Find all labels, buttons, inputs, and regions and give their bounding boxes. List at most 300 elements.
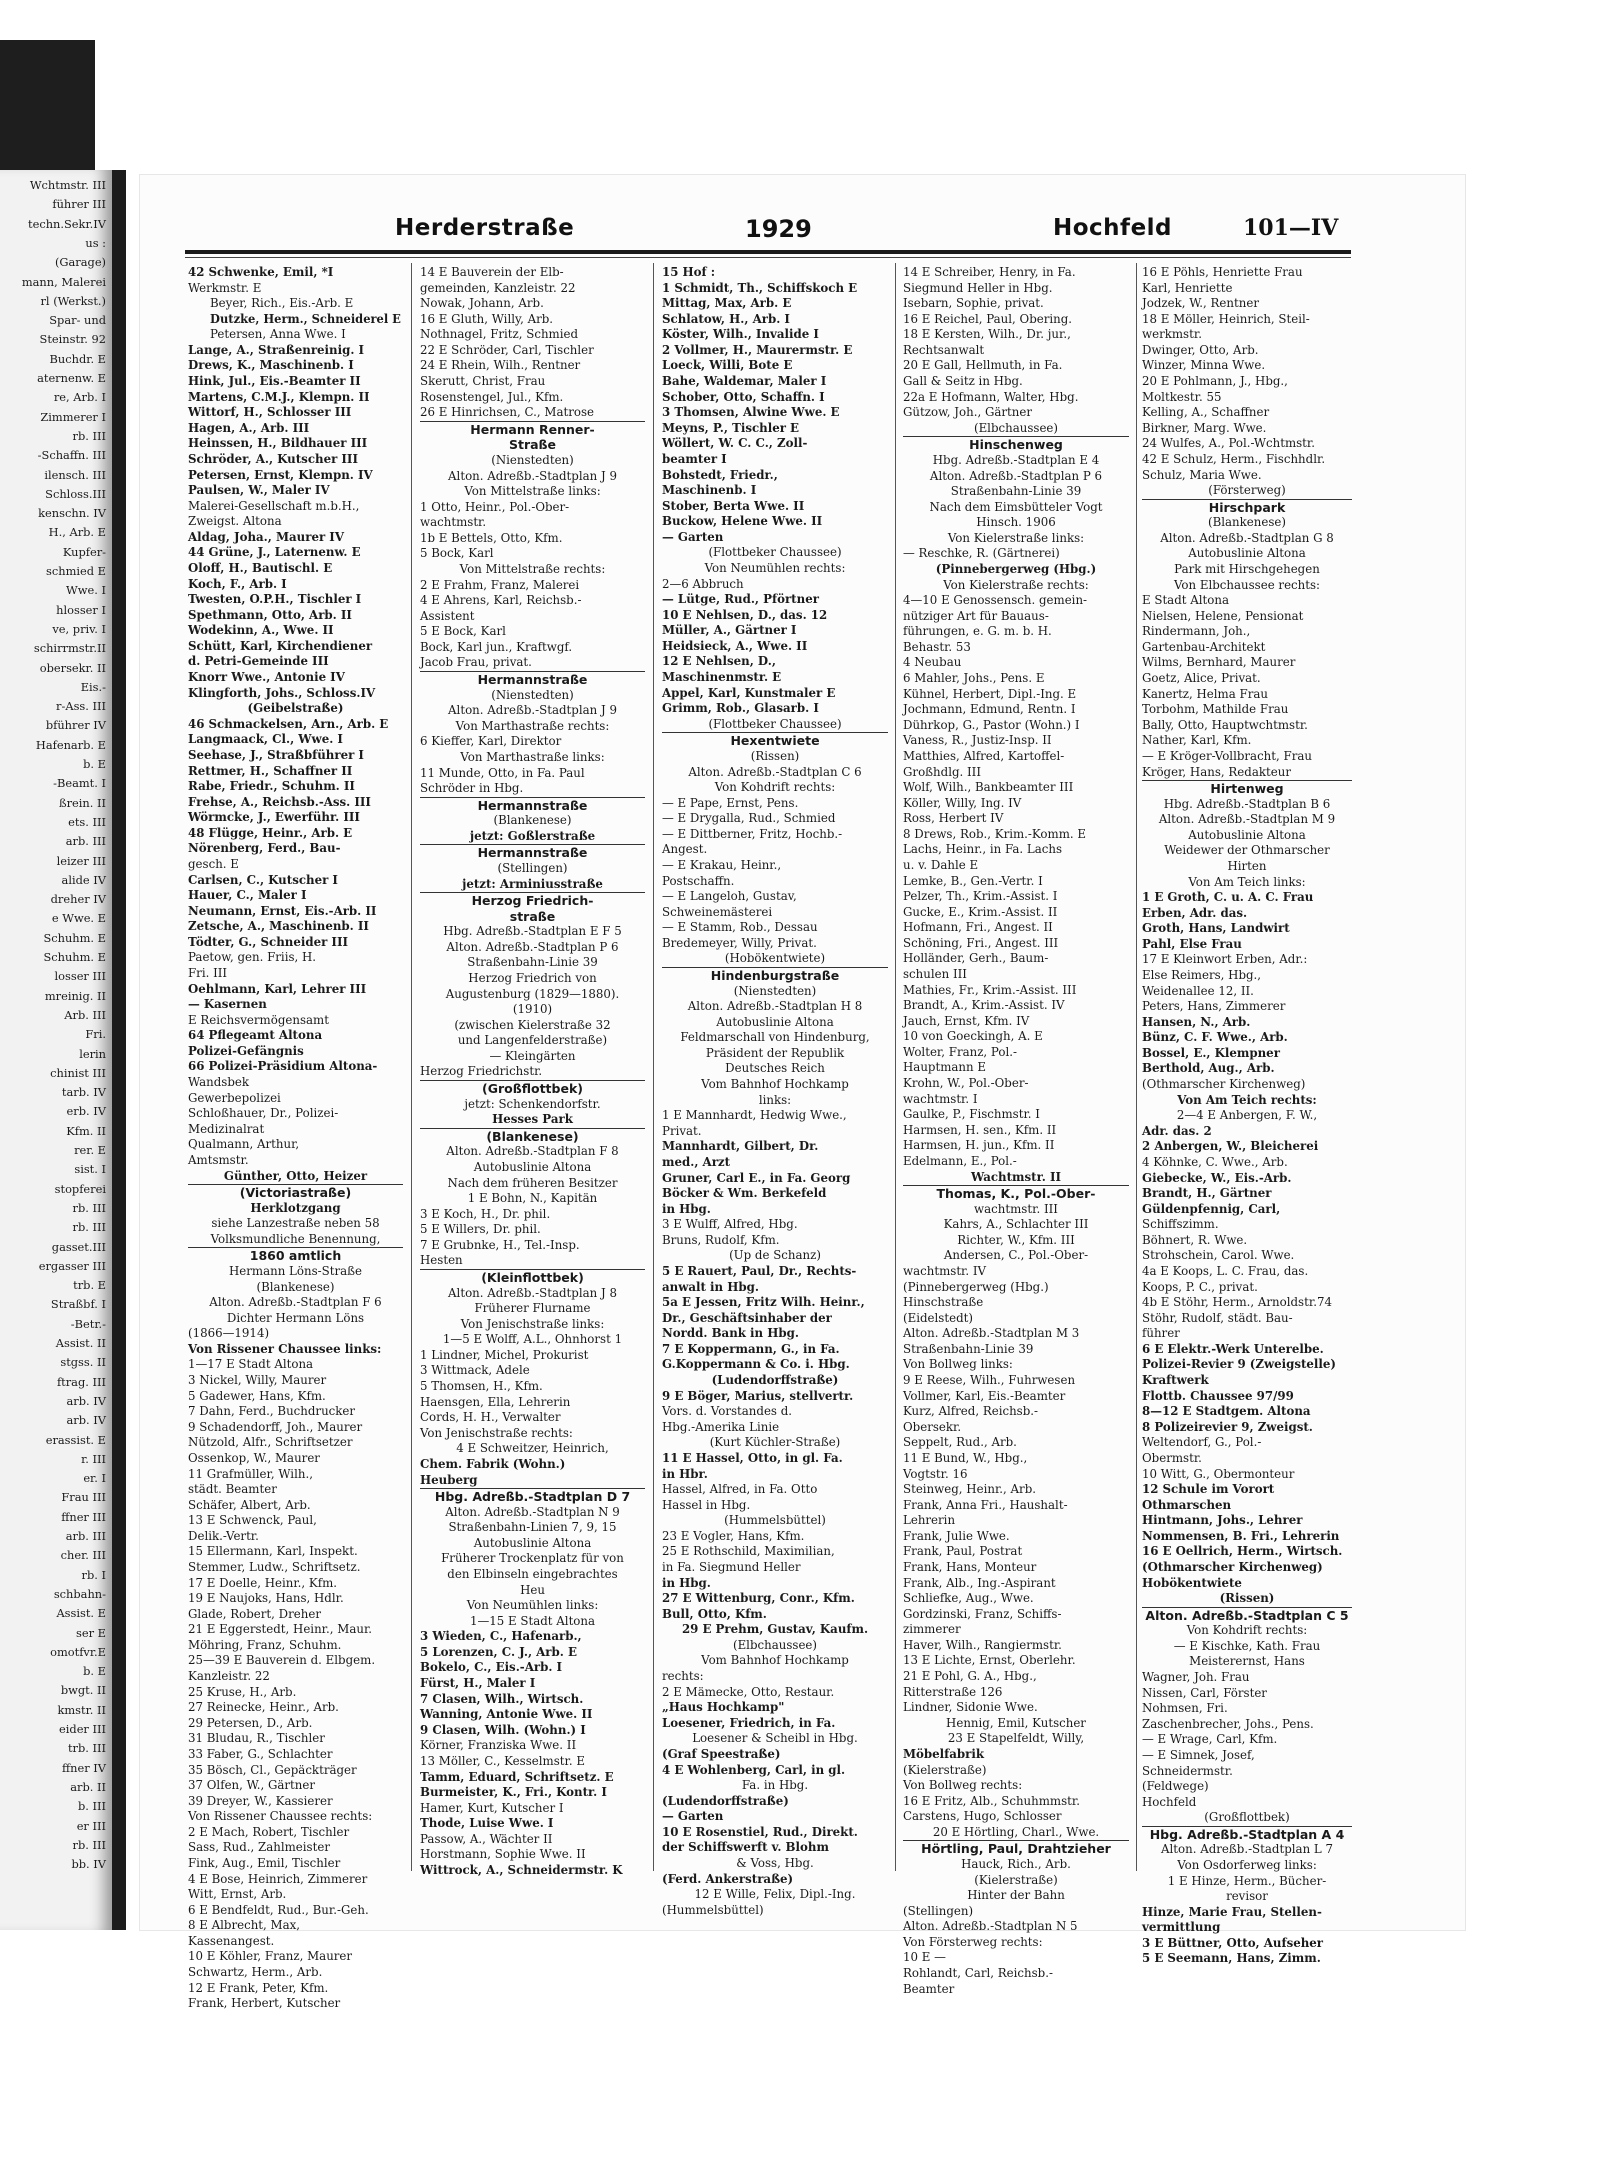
directory-entry bbox=[420, 1457, 645, 1473]
entry-text: Hauck, Rich., Arb. bbox=[961, 1856, 1071, 1871]
directory-entry bbox=[420, 624, 645, 640]
directory-entry bbox=[188, 514, 403, 530]
directory-entry bbox=[188, 686, 403, 702]
street-heading-text: (Kleinflottbek) bbox=[481, 1270, 584, 1285]
entry-text: Gartenbau-Architekt bbox=[1142, 639, 1266, 654]
directory-entry bbox=[903, 1669, 1129, 1685]
directory-entry bbox=[903, 1404, 1129, 1420]
directory-entry bbox=[188, 1216, 403, 1232]
entry-text: wachtmstr. bbox=[420, 515, 487, 530]
entry-text: 10 von Goeckingh, A. E bbox=[903, 1029, 1043, 1044]
directory-entry bbox=[903, 281, 1129, 297]
header-year: 1929 bbox=[745, 215, 812, 243]
entry-text: 5 E Bock, Karl bbox=[420, 624, 506, 639]
entry-text: Hassel, Alfred, in Fa. Otto bbox=[662, 1482, 818, 1497]
entry-text: 23 E Stapelfeldt, Willy, bbox=[947, 1731, 1085, 1746]
entry-text: 26 E Hinrichsen, C., Matrose bbox=[420, 405, 595, 420]
entry-text: — Kleingärten bbox=[489, 1048, 576, 1063]
directory-entry bbox=[1142, 1951, 1352, 1967]
entry-text: Stober, Berta Wwe. II bbox=[662, 498, 805, 513]
directory-entry bbox=[662, 1467, 888, 1483]
left-page-fragment: Schuhm. E bbox=[43, 930, 106, 945]
entry-text: Assistent bbox=[420, 608, 475, 623]
directory-entry bbox=[188, 1498, 403, 1514]
entry-text: Von Kohdrift rechts: bbox=[714, 780, 836, 795]
left-page-fragment: Kupfer- bbox=[62, 544, 106, 559]
directory-entry bbox=[662, 1747, 888, 1763]
directory-entry bbox=[188, 1451, 403, 1467]
entry-text: Güldenpfennig, Carl, bbox=[1142, 1201, 1281, 1216]
directory-entry bbox=[188, 1059, 403, 1075]
directory-entry bbox=[1142, 1701, 1352, 1717]
directory-entry bbox=[1142, 1248, 1352, 1264]
street-heading bbox=[903, 1185, 1129, 1202]
entry-text: Aldag, Joha., Maurer IV bbox=[188, 529, 344, 544]
directory-entry bbox=[903, 1513, 1129, 1529]
directory-entry bbox=[420, 469, 645, 485]
entry-text: Pelzer, Th., Krim.-Assist. I bbox=[903, 889, 1058, 904]
entry-text: 24 E Rhein, Wilh., Rentner bbox=[420, 358, 581, 373]
entry-text: 1—15 E Stadt Altona bbox=[469, 1613, 596, 1628]
directory-entry bbox=[420, 1785, 645, 1801]
directory-entry bbox=[420, 1441, 645, 1457]
column-3 bbox=[662, 265, 888, 1917]
entry-text: Edelmann, E., Pol.- bbox=[903, 1153, 1017, 1168]
directory-entry bbox=[1142, 1654, 1352, 1670]
entry-text: wachtmstr. I bbox=[903, 1091, 978, 1106]
entry-text: Schloßhauer, Dr., Polizei- bbox=[188, 1106, 339, 1121]
directory-entry bbox=[1142, 1576, 1352, 1592]
left-page-fragment: ser E bbox=[76, 1625, 106, 1640]
entry-text: 1 E Groth, C. u. A. C. Frau bbox=[1142, 890, 1314, 905]
entry-text: Nommensen, B. Fri., Lehrerin bbox=[1142, 1528, 1340, 1543]
directory-entry bbox=[903, 1904, 1129, 1920]
entry-text: 4 E Bose, Heinrich, Zimmerer bbox=[188, 1871, 368, 1886]
directory-entry bbox=[420, 1286, 645, 1302]
entry-text: 27 Reinecke, Heinr., Arb. bbox=[188, 1700, 339, 1715]
entry-text: Cords, H. H., Verwalter bbox=[420, 1410, 561, 1425]
entry-text: Heuberg bbox=[420, 1472, 478, 1487]
entry-text: 18 E Kersten, Wilh., Dr. jur., bbox=[903, 327, 1071, 342]
directory-entry bbox=[1142, 640, 1352, 656]
entry-text: Jacob Frau, privat. bbox=[420, 655, 532, 670]
directory-entry bbox=[1142, 578, 1352, 594]
entry-text: 7 Clasen, Wilh., Wirtsch. bbox=[420, 1691, 584, 1706]
directory-entry bbox=[420, 1723, 645, 1739]
directory-entry bbox=[662, 1389, 888, 1405]
entry-text: Twesten, O.P.H., Tischler I bbox=[188, 592, 362, 607]
entry-text: Vollmer, Karl, Eis.-Beamter bbox=[903, 1388, 1066, 1403]
directory-entry bbox=[903, 1451, 1129, 1467]
column-divider bbox=[411, 263, 412, 1871]
left-page-fragment: Schuhm. E bbox=[43, 950, 106, 964]
directory-entry bbox=[662, 1825, 888, 1841]
entry-text: 5 Gadewer, Hans, Kfm. bbox=[188, 1388, 326, 1403]
directory-entry bbox=[1142, 281, 1352, 297]
directory-entry bbox=[1142, 483, 1352, 499]
entry-text: Qualmann, Arthur, bbox=[188, 1137, 300, 1152]
entry-text: 22 E Schröder, Carl, Tischler bbox=[420, 342, 594, 357]
directory-entry bbox=[1142, 1858, 1352, 1874]
left-page-fragment: -Schaffn. III bbox=[37, 448, 106, 463]
directory-entry bbox=[1142, 1591, 1352, 1607]
entry-text: Passow, A., Wächter II bbox=[420, 1831, 553, 1846]
entry-text: Lemke, B., Gen.-Vertr. I bbox=[903, 873, 1043, 888]
directory-entry bbox=[903, 1982, 1129, 1998]
entry-text: Früherer Flurname bbox=[474, 1301, 591, 1316]
directory-entry bbox=[903, 1420, 1129, 1436]
entry-text: beamter I bbox=[662, 451, 727, 466]
directory-entry bbox=[188, 904, 403, 920]
entry-text: Hauptmann E bbox=[903, 1060, 986, 1075]
directory-entry bbox=[420, 766, 645, 782]
directory-entry bbox=[1142, 1108, 1352, 1124]
entry-text: Nielsen, Helene, Pensionat bbox=[1142, 608, 1304, 623]
directory-entry bbox=[188, 654, 403, 670]
entry-text: Alton. Adreßb.-Stadtplan F 8 bbox=[446, 1144, 619, 1159]
entry-text: führungen, e. G. m. b. H. bbox=[903, 624, 1052, 639]
entry-text: (Großflottbek) bbox=[1204, 1810, 1290, 1825]
entry-text: 5 Bock, Karl bbox=[420, 546, 494, 561]
directory-entry bbox=[903, 515, 1129, 531]
directory-entry bbox=[662, 1840, 888, 1856]
directory-entry bbox=[188, 1264, 403, 1280]
entry-text: Großhdlg. III bbox=[903, 764, 981, 779]
directory-entry bbox=[188, 343, 403, 359]
entry-text: Wolf, Wilh., Bankbeamter III bbox=[903, 780, 1074, 795]
column-4 bbox=[903, 265, 1129, 1996]
entry-text: siehe Lanzestraße neben 58 bbox=[211, 1216, 380, 1231]
entry-text: Volksmundliche Benennung, bbox=[210, 1231, 381, 1246]
entry-text: Horstmann, Sophie Wwe. II bbox=[420, 1847, 586, 1862]
entry-text: links: bbox=[758, 1092, 792, 1107]
entry-text: Bally, Otto, Hauptwchtmstr. bbox=[1142, 717, 1308, 732]
directory-entry bbox=[662, 514, 888, 530]
directory-entry bbox=[1142, 1920, 1352, 1936]
directory-entry bbox=[1142, 327, 1352, 343]
directory-entry bbox=[1142, 1905, 1352, 1921]
entry-text: (Eidelstedt) bbox=[903, 1310, 973, 1325]
entry-text: — E Dittberner, Fritz, Hochb.- bbox=[662, 826, 843, 841]
left-page-fragment: alide IV bbox=[61, 872, 106, 887]
directory-entry bbox=[188, 1482, 403, 1498]
entry-text: revisor bbox=[1226, 1889, 1268, 1904]
entry-text: (Kielerstraße) bbox=[974, 1872, 1058, 1887]
directory-entry bbox=[420, 358, 645, 374]
directory-entry bbox=[420, 1176, 645, 1192]
entry-text: 9 Schadendorff, Joh., Maurer bbox=[188, 1419, 363, 1434]
entry-text: Neumann, Ernst, Eis.-Arb. II bbox=[188, 903, 377, 918]
entry-text: Von Bollweg rechts: bbox=[903, 1778, 1023, 1793]
directory-entry bbox=[903, 983, 1129, 999]
entry-text: Herzog Friedrich von bbox=[468, 971, 597, 986]
directory-entry bbox=[662, 1435, 888, 1451]
entry-text: Alton. Adreßb.-Stadtplan F 6 bbox=[209, 1295, 382, 1310]
entry-text: — Reschke, R. (Gärtnerei) bbox=[903, 546, 1060, 561]
directory-entry bbox=[662, 436, 888, 452]
street-heading bbox=[1142, 499, 1352, 516]
left-page-fragment: Wchtmstr. III bbox=[29, 178, 106, 192]
entry-text: Winzer, Minna Wwe. bbox=[1142, 358, 1266, 373]
left-page-fragment: mann, Malerei bbox=[21, 274, 106, 289]
entry-text: Bruns, Rudolf, Kfm. bbox=[662, 1232, 780, 1247]
directory-entry bbox=[662, 1280, 888, 1296]
directory-entry bbox=[1142, 1623, 1352, 1639]
entry-text: Schütt, Karl, Kirchendiener bbox=[188, 638, 373, 653]
directory-entry bbox=[420, 1144, 645, 1160]
directory-entry bbox=[903, 827, 1129, 843]
directory-entry bbox=[188, 1044, 403, 1060]
directory-entry bbox=[903, 874, 1129, 890]
entry-text: 37 Olfen, W., Gärtner bbox=[188, 1778, 316, 1793]
entry-text: 10 E — bbox=[903, 1950, 946, 1965]
entry-text: Deutsches Reich bbox=[725, 1061, 825, 1076]
entry-text: Von Rissener Chaussee links: bbox=[188, 1341, 382, 1356]
directory-entry bbox=[903, 1529, 1129, 1545]
left-page-fragment: hlosser I bbox=[56, 602, 106, 617]
directory-entry bbox=[903, 967, 1129, 983]
directory-entry bbox=[188, 1280, 403, 1296]
directory-entry bbox=[1142, 890, 1352, 906]
entry-text: 21 E Pohl, G. A., Hbg., bbox=[903, 1669, 1037, 1684]
directory-entry bbox=[662, 561, 888, 577]
entry-text: Hauer, C., Maler I bbox=[188, 888, 307, 903]
directory-entry bbox=[662, 483, 888, 499]
directory-entry bbox=[188, 1872, 403, 1888]
left-page-fragment: ergasser III bbox=[38, 1258, 106, 1273]
left-page-fragment: Frau III bbox=[61, 1490, 106, 1505]
left-page-edge bbox=[0, 170, 126, 1930]
entry-text: Koops, P. C., privat. bbox=[1142, 1279, 1258, 1294]
entry-text: 12 E Frank, Peter, Kfm. bbox=[188, 1980, 329, 1995]
entry-text: Von Am Teich rechts: bbox=[1177, 1092, 1317, 1107]
entry-text: Von Kielerstraße links: bbox=[947, 530, 1085, 545]
entry-text: Von Försterweg rechts: bbox=[903, 1934, 1043, 1949]
entry-text: 4b E Stöhr, Herm., Arnoldstr.74 bbox=[1142, 1295, 1332, 1310]
directory-entry bbox=[903, 1107, 1129, 1123]
left-page-fragment: r. III bbox=[81, 1451, 106, 1466]
column-divider bbox=[1136, 263, 1137, 1871]
entry-text: Gützow, Joh., Gärtner bbox=[903, 405, 1033, 420]
directory-entry bbox=[662, 1326, 888, 1342]
directory-entry bbox=[903, 1311, 1129, 1327]
entry-text: 17 E Doelle, Heinr., Kfm. bbox=[188, 1575, 338, 1590]
directory-entry bbox=[420, 1520, 645, 1536]
entry-text: Wittrock, A., Schneidermstr. K bbox=[420, 1862, 623, 1877]
entry-text: 13 E Lichte, Ernst, Oberlehr. bbox=[903, 1653, 1076, 1668]
entry-text: Langmaack, Cl., Wwe. I bbox=[188, 732, 343, 747]
entry-text: Von Jenischstraße rechts: bbox=[420, 1425, 573, 1440]
entry-text: 13 E Schwenck, Paul, bbox=[188, 1513, 317, 1528]
entry-text: Kraftwerk bbox=[1142, 1373, 1209, 1388]
left-page-fragment: obersekr. II bbox=[39, 660, 106, 675]
directory-entry bbox=[903, 1747, 1129, 1763]
left-page-fragment: ets. III bbox=[68, 814, 106, 829]
directory-entry bbox=[420, 281, 645, 297]
left-page-fragment: kenschn. IV bbox=[38, 506, 106, 521]
directory-entry bbox=[903, 1357, 1129, 1373]
directory-entry bbox=[420, 1160, 645, 1176]
left-page-fragment: Straßbf. I bbox=[50, 1297, 106, 1312]
entry-text: 8 E Albrecht, Max, bbox=[188, 1918, 301, 1933]
directory-entry bbox=[188, 670, 403, 686]
left-page-fragment: sist. I bbox=[74, 1162, 106, 1177]
entry-text: 3 Wittmack, Adele bbox=[420, 1363, 530, 1378]
entry-text: Alton. Adreßb.-Stadtplan C 6 bbox=[688, 764, 862, 779]
street-heading bbox=[420, 437, 645, 453]
directory-entry bbox=[420, 940, 645, 956]
directory-entry bbox=[903, 1045, 1129, 1061]
entry-text: Hbg. Adreßb.-Stadtplan E 4 bbox=[932, 452, 1100, 467]
street-heading bbox=[1142, 1607, 1352, 1624]
entry-text: Hermann Löns-Straße bbox=[228, 1264, 362, 1278]
directory-entry bbox=[903, 609, 1129, 625]
left-page-fragment: arb. IV bbox=[66, 1393, 106, 1408]
entry-text: Nach dem früheren Besitzer bbox=[447, 1175, 618, 1190]
entry-text: Appel, Karl, Kunstmaler E bbox=[662, 685, 836, 700]
entry-text: (Blankenese) bbox=[493, 813, 572, 828]
directory-entry bbox=[903, 1170, 1129, 1186]
entry-text: Nather, Karl, Kfm. bbox=[1142, 733, 1252, 748]
entry-text: Schiffszimm. bbox=[1142, 1217, 1219, 1232]
street-heading bbox=[188, 1184, 403, 1201]
directory-entry bbox=[188, 779, 403, 795]
street-heading-text: Hinschenweg bbox=[969, 437, 1063, 453]
directory-entry bbox=[903, 1685, 1129, 1701]
directory-entry bbox=[662, 343, 888, 359]
entry-text: Von Mittelstraße links: bbox=[464, 484, 601, 499]
directory-entry bbox=[662, 1404, 888, 1420]
directory-entry bbox=[903, 1264, 1129, 1280]
directory-entry bbox=[188, 1420, 403, 1436]
directory-entry bbox=[420, 1379, 645, 1395]
directory-entry bbox=[1142, 1874, 1352, 1890]
entry-text: Heidsieck, A., Wwe. II bbox=[662, 638, 808, 653]
entry-text: 11 E Hassel, Otto, in gl. Fa. bbox=[662, 1450, 843, 1465]
directory-entry bbox=[662, 1731, 888, 1747]
directory-entry bbox=[188, 795, 403, 811]
entry-text: Moltkestr. 55 bbox=[1142, 389, 1222, 404]
entry-text: Dr., Geschäftsinhaber der bbox=[662, 1310, 832, 1325]
entry-text: Kanzleistr. 22 bbox=[188, 1669, 270, 1684]
directory-entry bbox=[420, 813, 645, 829]
directory-entry bbox=[188, 1669, 403, 1685]
directory-entry bbox=[1142, 452, 1352, 468]
left-page-fragment: rb. III bbox=[72, 428, 106, 443]
directory-entry bbox=[903, 1233, 1129, 1249]
entry-text: Pahl, Else Frau bbox=[1142, 936, 1242, 951]
directory-entry bbox=[903, 702, 1129, 718]
entry-text: Ossenkop, W., Maurer bbox=[188, 1450, 320, 1465]
street-heading-text: straße bbox=[509, 908, 556, 924]
entry-text: Hbg. Adreßb.-Stadtplan E F 5 bbox=[443, 924, 622, 939]
directory-entry bbox=[420, 750, 645, 766]
directory-entry bbox=[903, 765, 1129, 781]
left-page-fragment: kmstr. II bbox=[57, 1702, 106, 1717]
entry-text: werkmstr. bbox=[1142, 327, 1202, 342]
directory-entry bbox=[1142, 1544, 1352, 1560]
directory-entry bbox=[662, 1061, 888, 1077]
directory-entry bbox=[1142, 374, 1352, 390]
directory-entry bbox=[188, 950, 403, 966]
directory-entry bbox=[1142, 1498, 1352, 1514]
street-heading bbox=[420, 1269, 645, 1286]
directory-entry bbox=[903, 718, 1129, 734]
directory-entry bbox=[903, 811, 1129, 827]
directory-entry bbox=[420, 374, 645, 390]
directory-entry bbox=[1142, 1373, 1352, 1389]
entry-text: Schwartz, Herm., Arb. bbox=[188, 1965, 323, 1980]
directory-entry bbox=[188, 1778, 403, 1794]
directory-entry bbox=[188, 1840, 403, 1856]
directory-entry bbox=[420, 1473, 645, 1489]
entry-text: Drews, K., Maschinenb. I bbox=[188, 358, 354, 373]
entry-text: 3 E Koch, H., Dr. phil. bbox=[420, 1206, 551, 1221]
entry-text: 9 E Böger, Marius, stellvertr. bbox=[662, 1388, 854, 1403]
left-page-fragment: stgss. II bbox=[60, 1355, 106, 1370]
entry-text: (1866—1914) bbox=[188, 1326, 270, 1341]
street-heading-text: Hermann Renner- bbox=[470, 421, 595, 437]
directory-entry bbox=[188, 919, 403, 935]
street-heading bbox=[662, 732, 888, 749]
entry-text: (Stellingen) bbox=[497, 860, 568, 875]
directory-entry bbox=[903, 733, 1129, 749]
directory-entry bbox=[1142, 1124, 1352, 1140]
column-5 bbox=[1142, 265, 1352, 1966]
entry-text: 48 Flügge, Heinr., Arb. E bbox=[188, 825, 353, 840]
entry-text: med., Arzt bbox=[662, 1154, 731, 1169]
entry-text: 6 E Elektr.-Werk Unterelbe. bbox=[1142, 1341, 1324, 1356]
street-heading bbox=[1142, 781, 1352, 797]
entry-text: Hbg.-Amerika Linie bbox=[662, 1419, 780, 1434]
directory-entry bbox=[1142, 655, 1352, 671]
street-heading-text: Hexentwiete bbox=[730, 733, 820, 749]
left-page-fragment: (Garage) bbox=[54, 255, 106, 270]
directory-entry bbox=[1142, 1451, 1352, 1467]
entry-text: Thode, Luise Wwe. I bbox=[420, 1816, 554, 1831]
directory-entry bbox=[188, 468, 403, 484]
directory-entry bbox=[188, 1591, 403, 1607]
street-heading bbox=[903, 436, 1129, 453]
entry-text: Körner, Franziska Wwe. II bbox=[420, 1738, 577, 1753]
entry-text: (Nienstedten) bbox=[733, 983, 817, 998]
entry-text: 24 Wulfes, A., Pol.-Wchtmstr. bbox=[1142, 436, 1316, 451]
entry-text: Hbg. Adreßb.-Stadtplan B 6 bbox=[1163, 796, 1331, 811]
entry-text: Alton. Adreßb.-Stadtplan G 8 bbox=[1160, 530, 1334, 545]
entry-text: (Hummelsbüttel) bbox=[724, 1513, 826, 1528]
directory-entry bbox=[420, 327, 645, 343]
directory-entry bbox=[188, 1653, 403, 1669]
entry-text: Hansen, N., Arb. bbox=[1142, 1014, 1251, 1029]
directory-entry bbox=[662, 1669, 888, 1685]
entry-text: Weltendorf, G., Pol.- bbox=[1142, 1435, 1262, 1450]
entry-text: Nothnagel, Fritz, Schmied bbox=[420, 327, 579, 342]
entry-text: Skerutt, Christ, Frau bbox=[420, 374, 546, 389]
directory-entry bbox=[1142, 1264, 1352, 1280]
directory-entry bbox=[420, 924, 645, 940]
directory-entry bbox=[662, 811, 888, 827]
directory-entry bbox=[903, 749, 1129, 765]
entry-text: Alton. Adreßb.-Stadtplan P 6 bbox=[446, 939, 619, 954]
entry-text: jetzt: Arminiusstraße bbox=[462, 876, 603, 891]
entry-text: Chem. Fabrik (Wohn.) bbox=[420, 1456, 566, 1471]
directory-entry bbox=[420, 405, 645, 421]
directory-entry bbox=[662, 577, 888, 593]
left-page-fragment: -Beamt. I bbox=[53, 776, 106, 791]
entry-text: 16 E Reichel, Paul, Obering. bbox=[903, 311, 1073, 326]
entry-text: 64 Pflegeamt Altona bbox=[188, 1028, 323, 1043]
directory-entry bbox=[903, 1467, 1129, 1483]
